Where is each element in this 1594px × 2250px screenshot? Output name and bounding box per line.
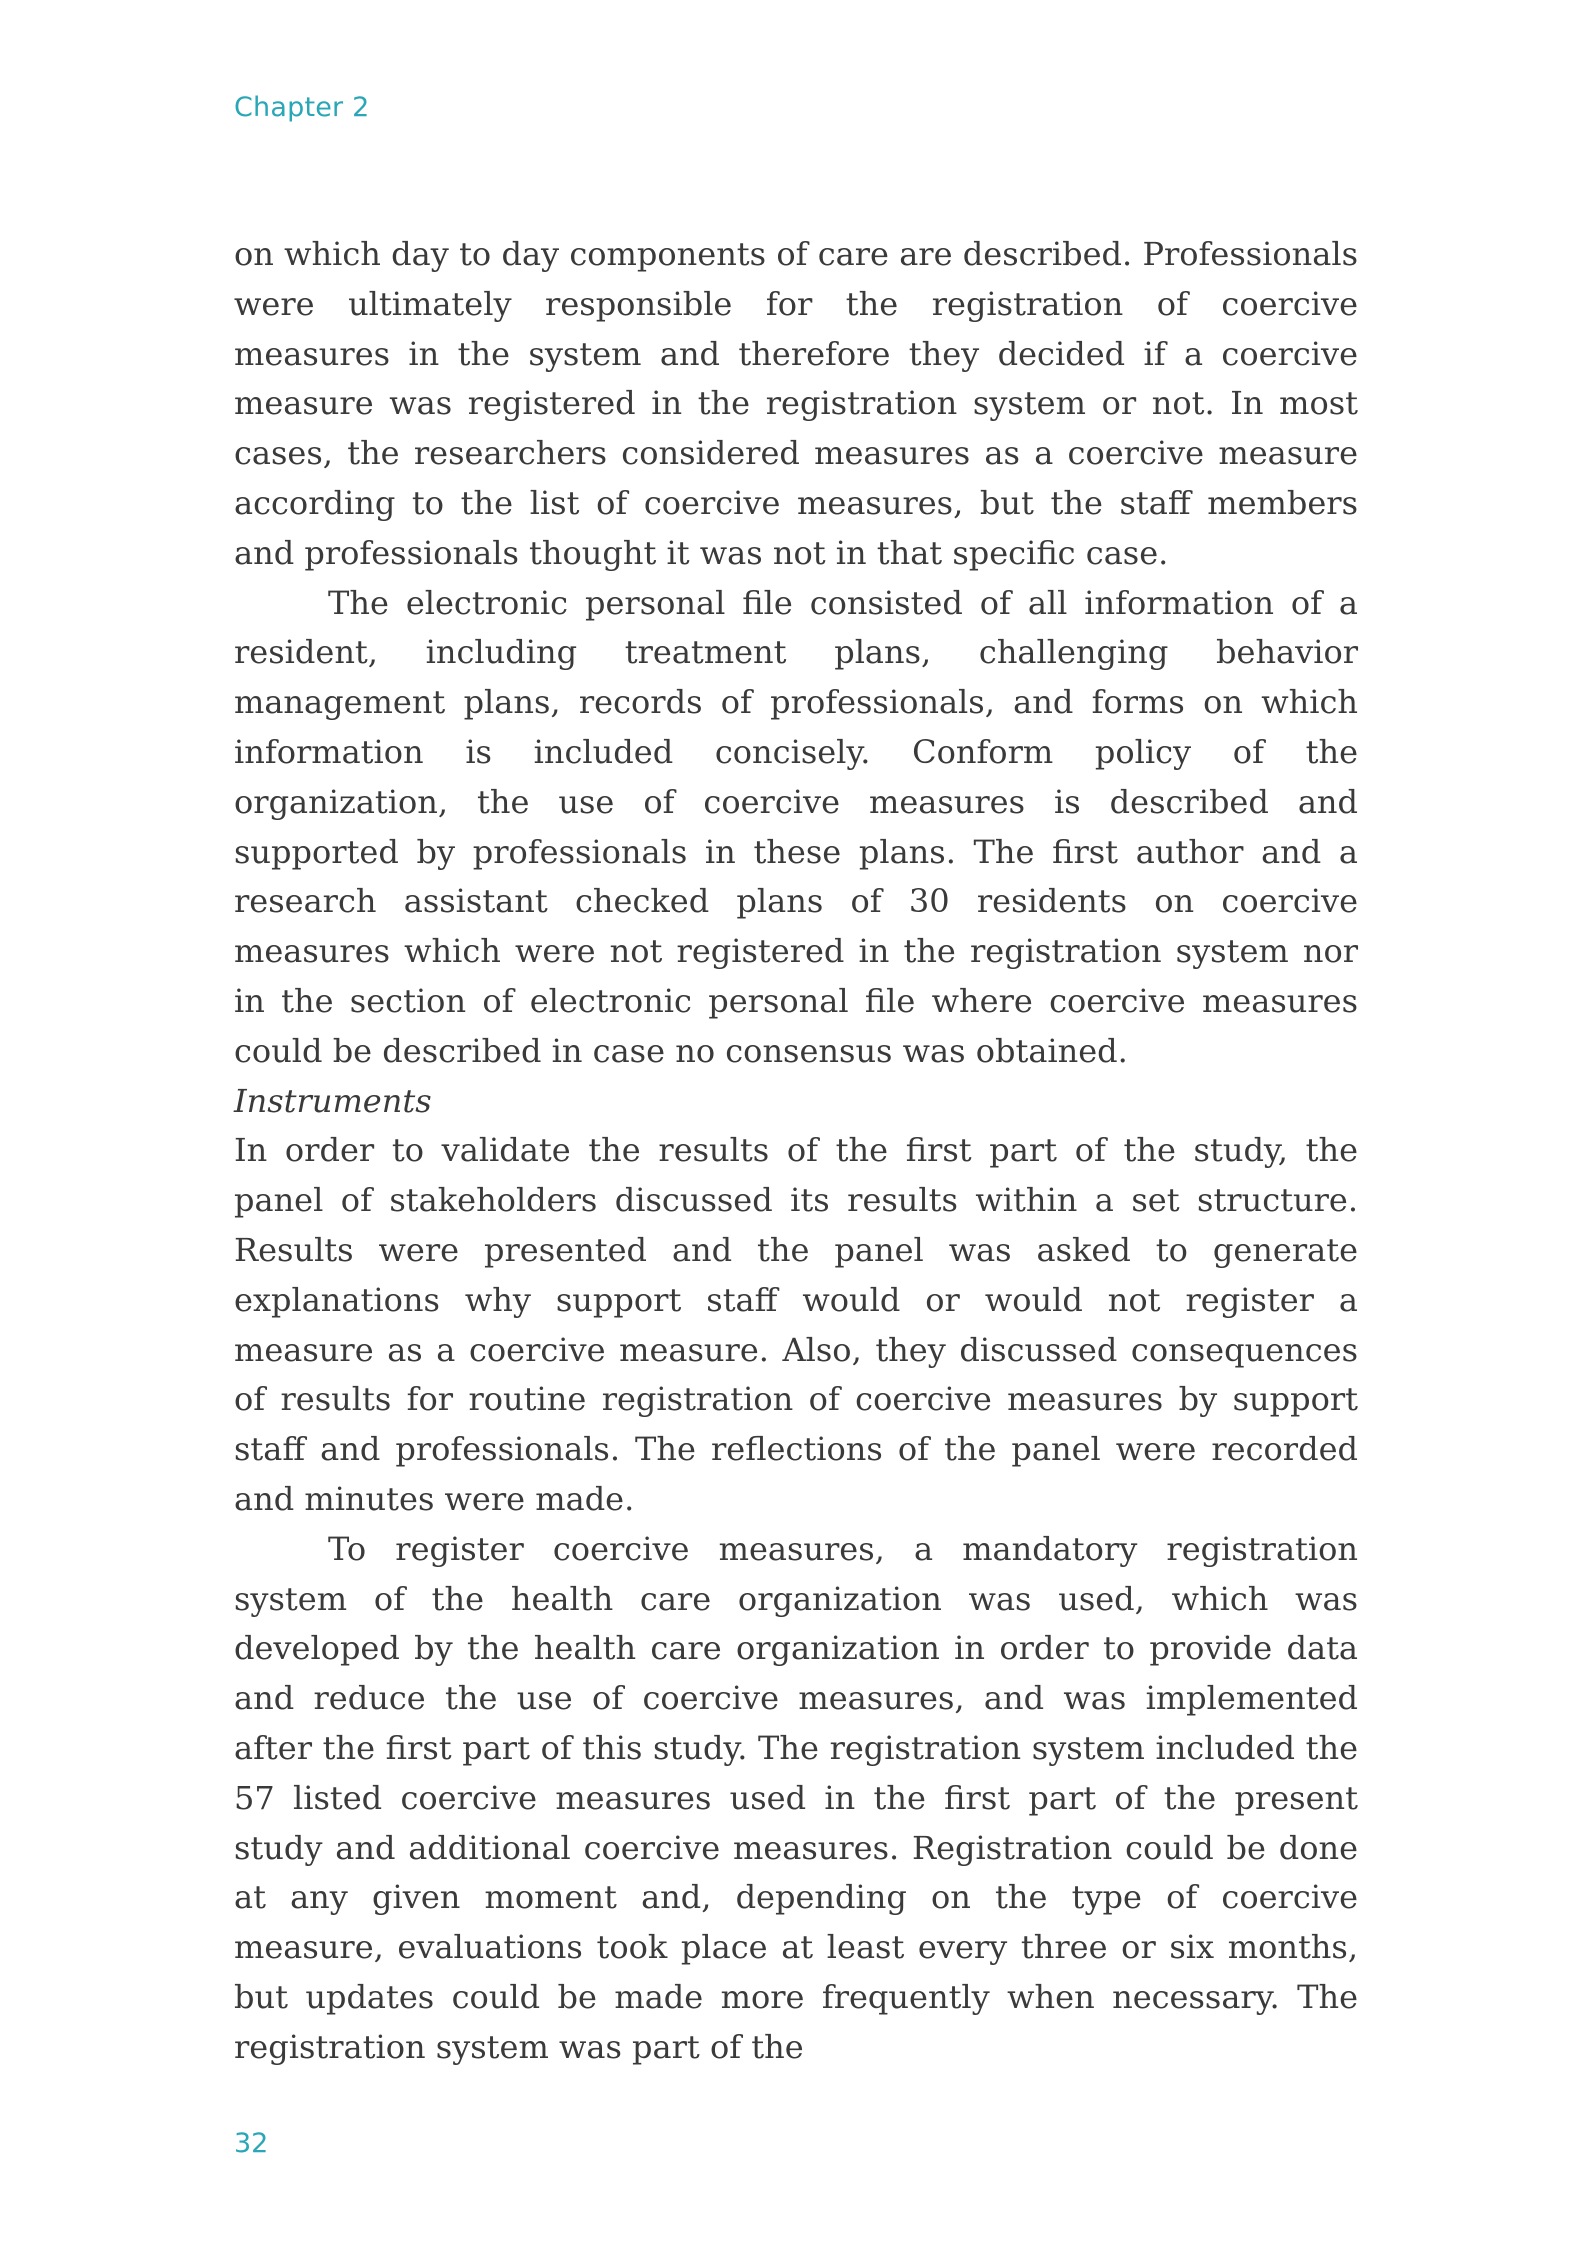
paragraph: on which day to day components of care are described. Professionals were ultimately responsible for the registration of coercive measures in the system and therefore they decided if a coercive measure was registered in the registration system or not. In most cases, the researchers considered measures as a coercive measure according to the list of coercive measures, but the staff members and professionals thought it was not in that specific case. (234, 235, 1358, 572)
page-number: 32 (234, 2128, 269, 2159)
paragraph: The electronic personal file consisted of all information of a resident, including treatment plans, challenging behavior management plans, records of professionals, and forms on which information is included concisely. Conform policy of the organization, the use of coercive measures is described and supported by professionals in these plans. The first author and a research assistant checked plans of 30 residents on coercive measures which were not registered in the registration system nor in the section of electronic personal file where coercive measures could be described in case no consensus was obtained. (234, 583, 1358, 1070)
body-text (234, 230, 1358, 2072)
section-heading-instruments: Instruments (234, 1081, 432, 1120)
paragraph: To register coercive measures, a mandatory registration system of the health care organization was used, which was developed by the health care organization in order to provide data and reduce the use of coercive measures, and was implemented after the first part of this study. The registration system included the 57 listed coercive measures used in the first part of the present study and additional coercive measures. Registration could be done at any given moment and, depending on the type of coercive measure, evaluations took place at least every three or six months, but updates could be made more frequently when necessary. The registration system was part of the (234, 1529, 1358, 2066)
paragraph: In order to validate the results of the first part of the study, the panel of stakeholders discussed its results within a set structure. Results were presented and the panel was asked to generate explanations why support staff would or would not register a measure as a coercive measure. Also, they discussed consequences of results for routine registration of coercive measures by support staff and professionals. The reflections of the panel were recorded and minutes were made. (234, 1131, 1358, 1518)
running-head-chapter: Chapter 2 (234, 92, 370, 123)
